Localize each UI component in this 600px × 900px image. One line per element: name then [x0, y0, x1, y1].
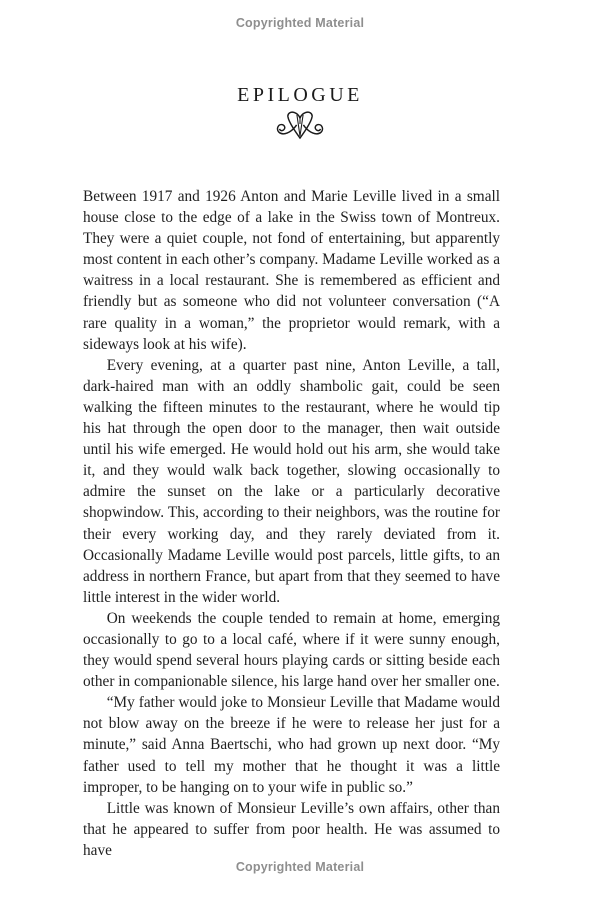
copyrighted-material-banner-bottom: Copyrighted Material — [235, 860, 365, 874]
paragraph: “My father would joke to Monsieur Leville that Madame would not blow away on the breeze if he were to release her just for a minute,” said Anna Baertschi, who had grown up next door. “My father used to tell my mother that he thought it was a little improper, to be hanging on to your wife in public so.” — [83, 694, 500, 796]
copyrighted-material-banner-top: Copyrighted Material — [235, 16, 365, 30]
paragraph: Little was known of Monsieur Leville’s own affairs, other than that he appeared to suffer from poor health. He was assumed to have — [83, 799, 500, 859]
page-title: EPILOGUE — [237, 84, 363, 106]
fleuron-ornament-icon — [271, 128, 329, 145]
paragraph: On weekends the couple tended to remain at home, emerging occasionally to go to a local café, where if it were sunny enough, they would spend several hours playing cards or sitting beside each other in companionable silence, his large hand over her smaller one. — [83, 609, 500, 691]
body-text — [83, 186, 500, 861]
paragraph: Between 1917 and 1926 Anton and Marie Leville lived in a small house close to the edge of a lake in the Swiss town of Montreux. They were a quiet couple, not fond of entertaining, but apparently most content in each other’s company. Madame Leville worked as a waitress in a local restaurant. She is remembered as efficient and friendly but as someone who did not volunteer conversation (“A rare quality in a woman,” the proprietor would remark, with a sideways look at his wife). — [83, 188, 500, 353]
ornament-container — [0, 107, 600, 146]
paragraph: Every evening, at a quarter past nine, Anton Leville, a tall, dark-haired man with an oddly shambolic gait, could be seen walking the fifteen minutes to the restaurant, where he would tip his hat through the open door to the manager, then wait outside until his wife emerged. He would hold out his arm, she would take it, and they would walk back together, slowing occasionally to admire the sunset on the lake or a particularly decorative shopwindow. This, according to their neighbors, was the routine for their every working day, and they rarely deviated from it. Occasionally Madame Leville would post parcels, little gifts, to an address in northern France, but apart from that they seemed to have little interest in the wider world. — [83, 356, 500, 606]
